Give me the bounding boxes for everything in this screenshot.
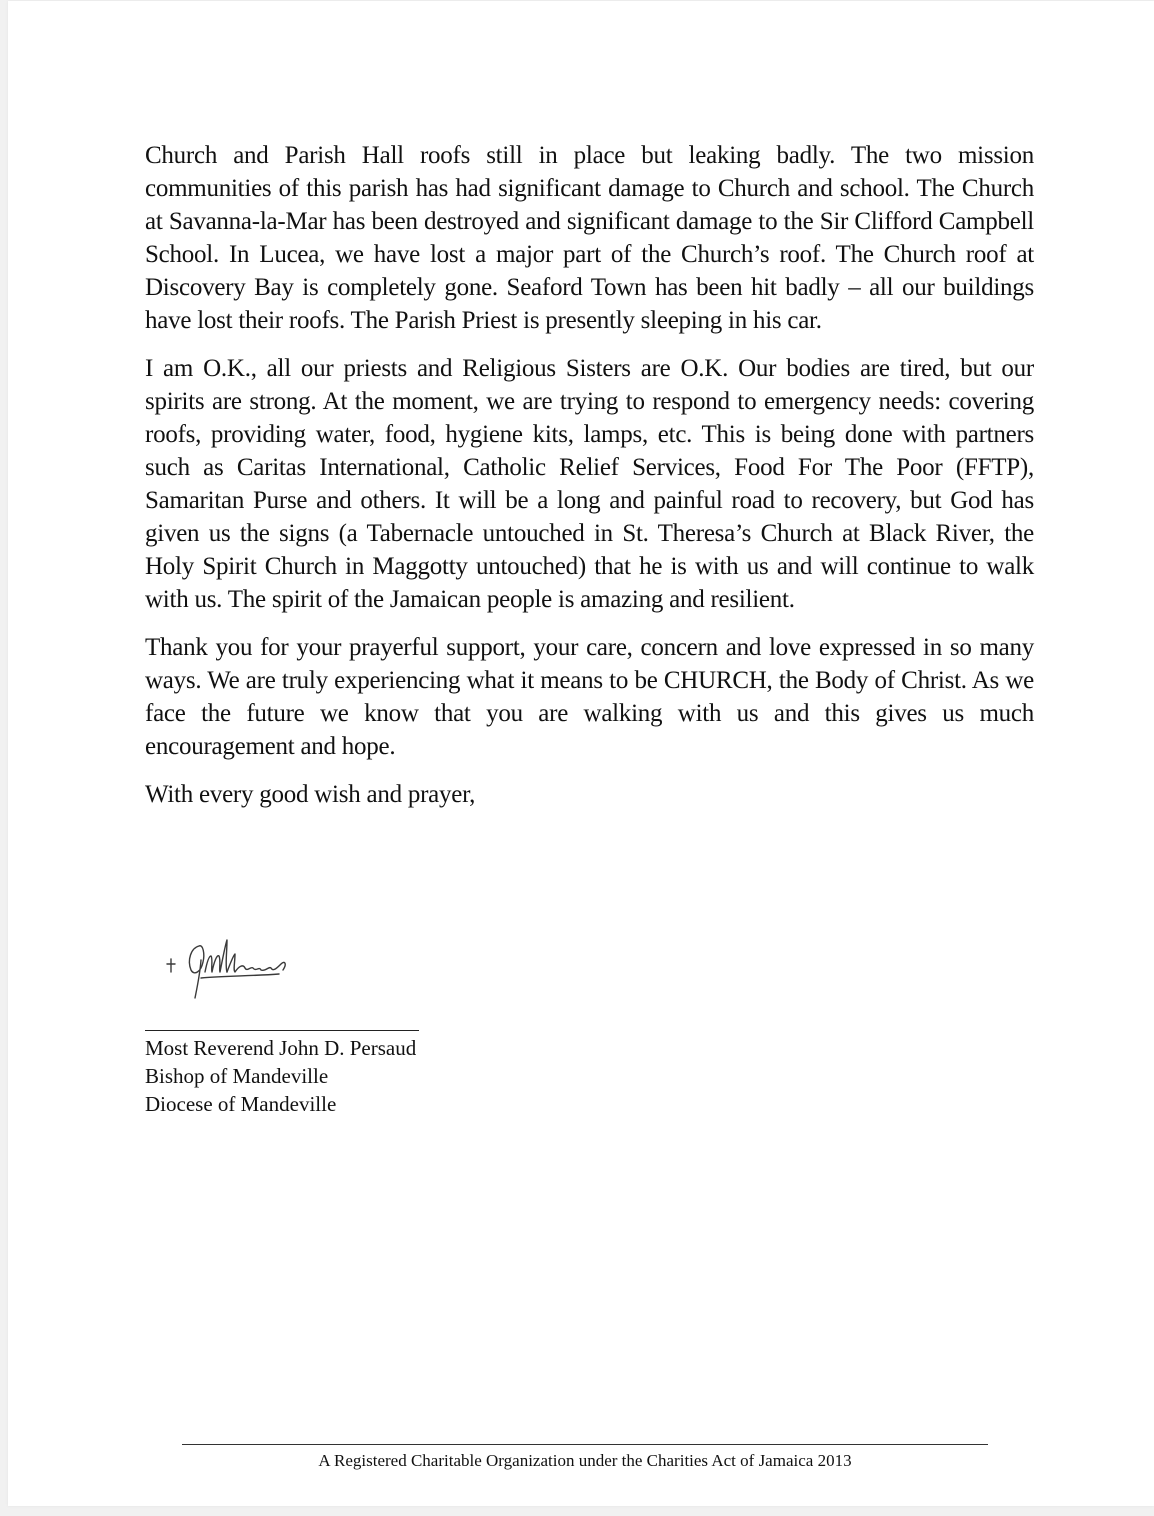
footer-registration-notice: A Registered Charitable Organization under the Charities Act of Jamaica 2013 [318, 1451, 852, 1470]
signatory-title: Bishop of Mandeville [145, 1064, 329, 1088]
signatory-details [145, 1034, 416, 1118]
signatory-name: Most Reverend John D. Persaud [145, 1036, 417, 1060]
letter-body [145, 139, 1034, 826]
signatory-organization: Diocese of Mandeville [145, 1092, 337, 1116]
footer-divider [182, 1444, 988, 1445]
closing-salutation: With every good wish and prayer, [145, 781, 476, 808]
signature-line [145, 1030, 419, 1031]
signature-block [145, 926, 545, 1116]
handwritten-signature [153, 926, 313, 1006]
paragraph-damage-report: Church and Parish Hall roofs still in place but leaking badly. The two mission communities of this parish has had significant damage to Church and school. The Church at Savanna-la-Mar has been destroyed and significant damage to the Sir Clifford Campbell School. In Lucea, we have lost a major part of the Church’s roof. The Church roof at Discovery Bay is completely gone. Seaford Town has been hit badly – all our buildings have lost their roofs. The Parish Priest is presently sleeping in his car. [145, 142, 1034, 334]
paragraph-thanks: Thank you for your prayerful support, your care, concern and love expressed in so many ways. We are truly experiencing what it means to be CHURCH, the Body of Christ. As we face the future we know that you are walking with us and this gives us much encouragement and hope. [145, 634, 1034, 760]
paragraph-status-update: I am O.K., all our priests and Religious Sisters are O.K. Our bodies are tired, but our spirits are strong. At the moment, we are trying to respond to emergency needs: covering roofs, providing water, food, hygiene kits, lamps, etc. This is being done with partners such as Caritas International, Catholic Relief Services, Food For The Poor (FFTP), Samaritan Purse and others. It will be a long and painful road to recovery, but God has given us the signs (a Tabernacle untouched in St. Theresa’s Church at Black River, the Holy Spirit Church in Maggotty untouched) that he is with us and will continue to walk with us. The spirit of the Jamaican people is amazing and resilient. [145, 355, 1034, 613]
document-page [8, 1, 1154, 1506]
